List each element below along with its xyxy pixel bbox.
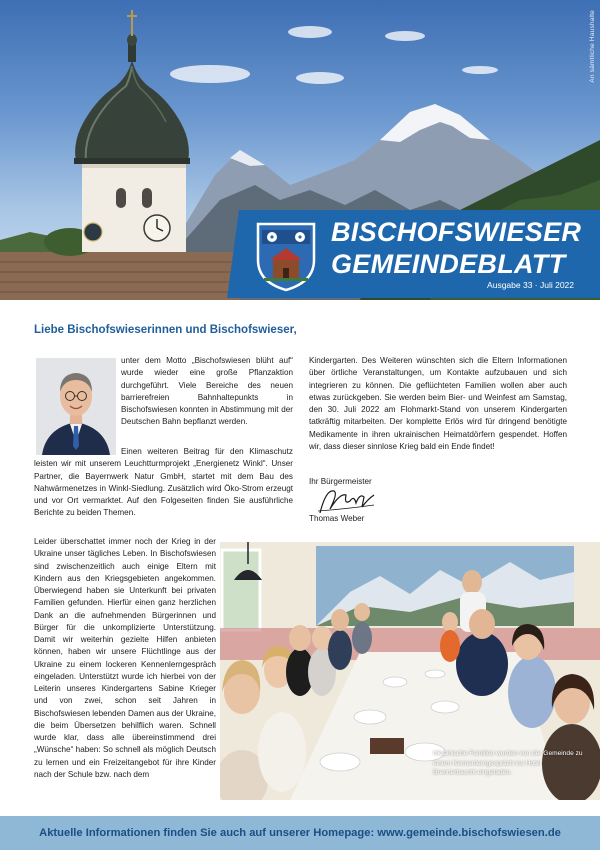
letter-closing: Ihr Bürgermeister	[309, 477, 372, 486]
issue-info: Ausgabe 33 · Juli 2022	[487, 280, 574, 290]
photo-caption: Ukrainische Familien wurden von der Gemeinde zu einem Kennenlerngespräch ins Hotel Brennerbascht eingeladen.	[433, 750, 583, 776]
paragraph-text: Leider überschattet immer noch der Krieg in der Ukraine unser tägliches Leben. In Bischofswiesen sind zwischenzeitlich auch einige Eltern mit Kindern aus den Kriegsgebieten angekommen. Überwiegend haben sie Unterkunft bei privaten Familien gefunden. Hierfür einen ganz herzlichen Dank an die aufnehmenden Bürgerinnen und Bürger für die unkomplizierte Unterstützung. Damit wir weiterhin gezielte Hilfen anbieten können, haben wir unsere Flüchtlinge aus der Ukraine zu einem lockeren Kennenlerngespräch eingeladen. Unterstützt wurde ich hierbei von der Leiterin unseres Kindergartens Sabine Krieger und von zwei, schon seit Jahren in Bischofswiesen lebenden Damen aus der Ukraine, die beim Übersetzen behilflich waren. Schnell wurde klar, dass alle übereinstimmend drei „Wünsche“ haben: So schnell als möglich Deutsch zu lernen und ein Freizeitangebot für ihre Kinder nach der Schule bzw. nach dem	[34, 537, 217, 779]
letter-greeting: Liebe Bischofswieserinnen und Bischofswieser,	[34, 324, 297, 336]
footer-banner	[0, 816, 600, 850]
letter-paragraph-2	[34, 446, 293, 520]
distribution-note: An sämtliche Haushalte	[589, 10, 596, 83]
masthead-title-line2: GEMEINDEBLATT	[331, 249, 566, 279]
letter-paragraph-1	[121, 355, 293, 429]
municipal-coat-of-arms	[254, 220, 318, 292]
letter-paragraph-3	[34, 536, 216, 781]
homepage-notice[interactable]: Aktuelle Informationen finden Sie auch auf unserer Homepage: www.gemeinde.bischofswiesen.de	[39, 827, 561, 839]
mayor-portrait	[36, 358, 116, 455]
paragraph-text: Kindergarten. Des Weiteren wünschten sich die Eltern Informationen über örtliche Veranstaltungen, um Kontakte aufzubauen und sich integrieren zu können. Die geflüchteten Familien wollen aber auch etwas zurückgeben. Sie werden beim Bier- und Weinfest am Samstag, den 30. Juli 2022 am Flohmarkt-Stand von unserem Kindergarten tatkräftig mitarbeiten. Der komplette Erlös wird für dringend benötigte Medikamente in ihren ukrainischen Heimatdörfern gespendet. Hoffen wir, dass dieser sinnlose Krieg bald ein Ende findet!	[309, 356, 567, 451]
paragraph-text: unter dem Motto „Bischofswiesen blüht auf“ wurde wieder eine große Pflanzaktion durchgeführt. Viele Bereiche des neuen barrierefreien Bahnhaltepunkts in Bischofswiesen konnten in Abstimmung mit der Deutschen Bahn bepflanzt werden.	[121, 356, 293, 427]
masthead-title-line1: BISCHOFSWIESER	[331, 217, 582, 247]
letter-paragraph-4	[309, 355, 567, 453]
signer-name: Thomas Weber	[309, 514, 365, 523]
paragraph-text: Einen weiteren Beitrag für den Klimaschutz leisten wir mit unserem Leuchtturmprojekt „Energienetz Winkl“. Unser Partner, die Bayernwerk Natur GmbH, startet mit dem Bau des Nahwärmenetzes in Winkl-Siedlung. Zusätzlich wird Öko-Strom erzeugt und vor Ort vermarktet. Auf den Folgeseiten finden Sie ausführliche Berichte zu beiden Themen.	[34, 447, 293, 518]
cover-hero	[0, 0, 600, 300]
